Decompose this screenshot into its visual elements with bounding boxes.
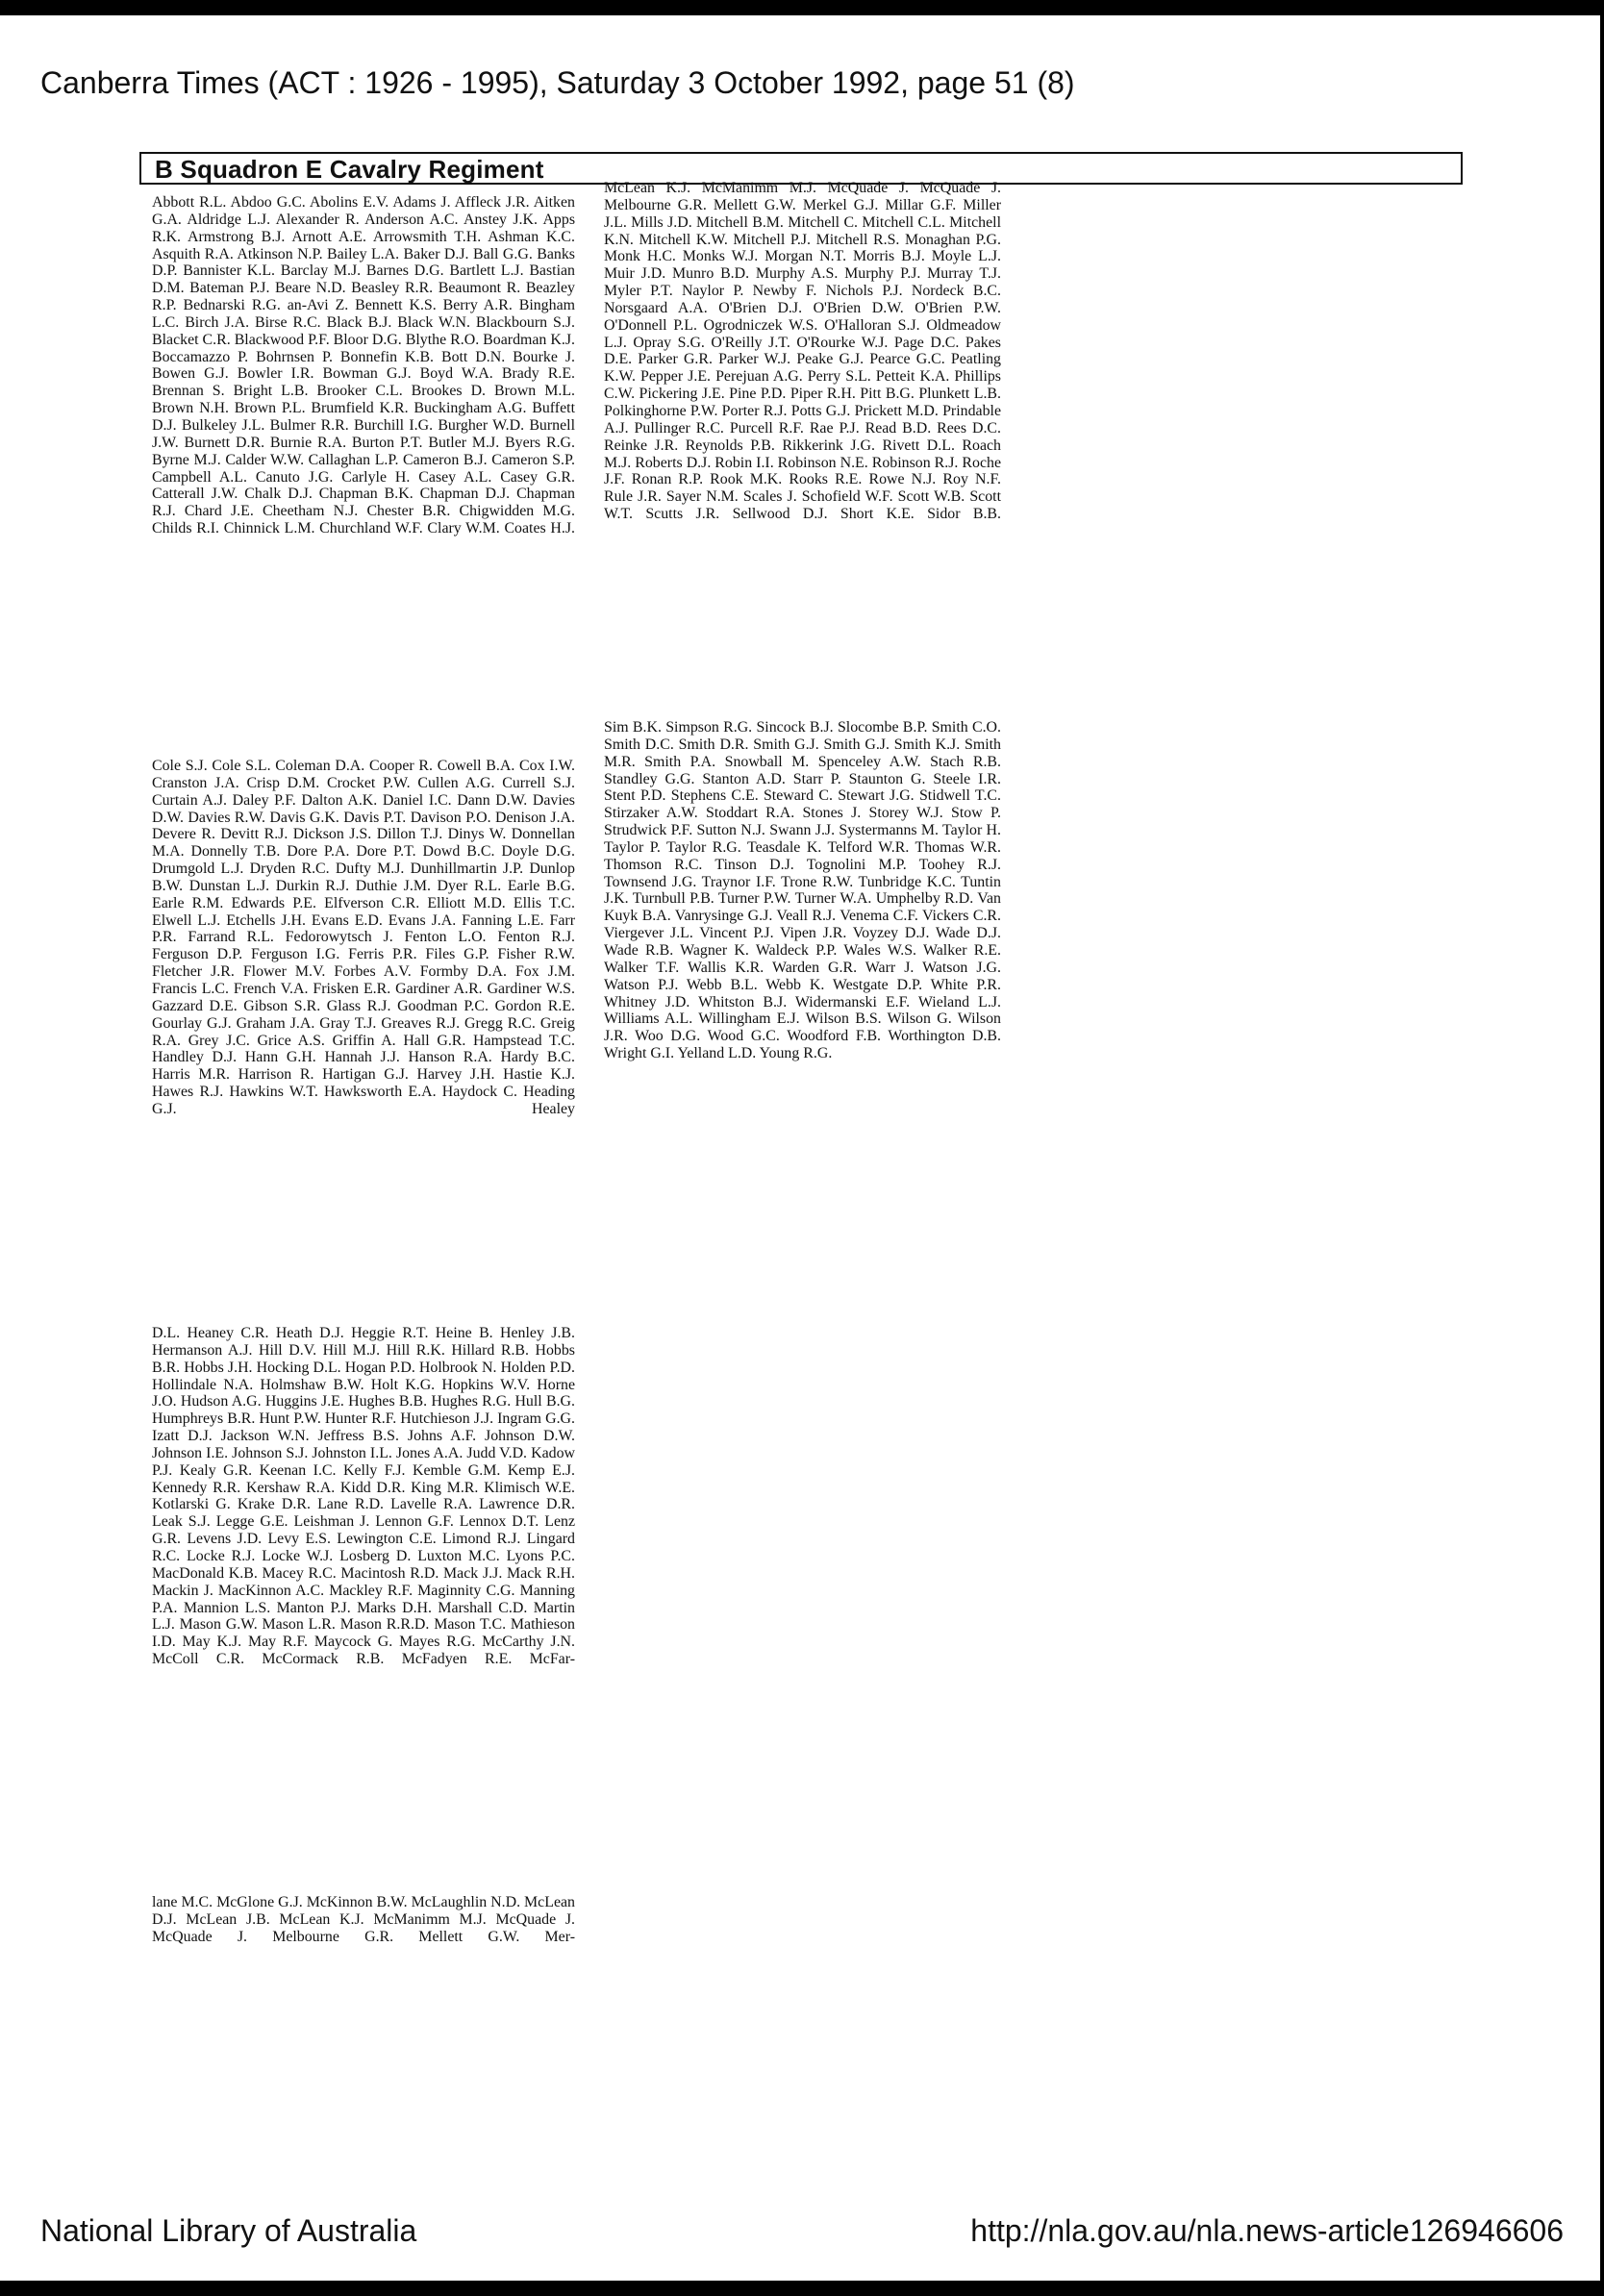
footer-url: http://nla.gov.au/nla.news-article126946606 [970,2213,1564,2248]
names-block-1 [152,194,575,537]
article-headline: B Squadron E Cavalry Regiment [155,155,544,184]
page-header: Canberra Times (ACT : 1926 - 1995), Saturday 3 October 1992, page 51 (8) [40,65,1075,100]
bottom-border [0,2281,1604,2296]
top-border [0,0,1604,15]
names-block-5 [604,180,1001,523]
footer-source: National Library of Australia [40,2213,417,2248]
names-paragraph: Abbott R.L. Abdoo G.C. Abolins E.V. Adams J. Affleck J.R. Aitken G.A. Aldridge L.J. Alexander R. Anderson A.C. Anstey J.K. Apps R.K. Armstrong B.J. Arnott A.E. Arrowsmith T.H. Ashman K.C. Asquith R.A. Atkinson N.P. Bailey L.A. Baker D.J. Ball G.G. Banks D.P. Bannister K.L. Barclay M.J. Barnes D.G. Bartlett L.J. Bastian D.M. Bateman P.J. Beare N.D. Beasley R.R. Beaumont R. Beazley R.P. Bednarski R.G. an-Avi Z. Bennett K.S. Berry A.R. Bingham L.C. Birch J.A. Birse R.C. Black B.J. Black W.N. Blackbourn S.J. Blacket C.R. Blackwood P.F. Bloor D.G. Blythe R.O. Boardman K.J. Boccamazzo P. Bohrnsen P. Bonnefin K.B. Bott D.N. Bourke J. Bowen G.J. Bowler I.R. Bowman G.J. Boyd W.A. Brady R.E. Brennan S. Bright L.B. Brooker C.L. Brookes D. Brown M.L. Brown N.H. Brown P.L. Brumfield K.R. Buckingham A.G. Buffett D.J. Bulkeley J.L. Bulmer R.R. Burchill I.G. Burgher W.D. Burnell J.W. Burnett D.R. Burnie R.A. Burton P.T. Butler M.J. Byers R.G. Byrne M.J. Calder W.W. Callaghan L.P. Cameron B.J. Cameron S.P. Campbell A.L. Canuto J.G. Carlyle H. Casey A.L. Casey G.R. Catterall J.W. Chalk D.J. Chapman B.K. Chapman D.J. Chapman R.J. Chard J.E. Cheetham N.J. Chester B.R. Chigwidden M.G. Childs R.I. Chinnick L.M. Churchland W.F. Clary W.M. Coates H.J. [152,194,575,537]
names-paragraph: lane M.C. McGlone G.J. McKinnon B.W. McLaughlin N.D. McLean D.J. McLean J.B. McLean K.J. McManimm M.J. McQuade J. McQuade J. Melbourne G.R. Mellett G.W. Mer- [152,1894,575,1945]
names-paragraph: Sim B.K. Simpson R.G. Sincock B.J. Slocombe B.P. Smith C.O. Smith D.C. Smith D.R. Smith G.J. Smith G.J. Smith K.J. Smith M.R. Smith P.A. Snowball M. Spenceley A.W. Stach R.B. Standley G.G. Stanton A.D. Starr P. Staunton G. Steele I.R. Stent P.D. Stephens C.E. Steward C. Stewart J.G. Stidwell T.C. Stirzaker A.W. Stoddart R.A. Stones J. Storey W.J. Stow P. Strudwick P.F. Sutton N.J. Swann J.J. Systermanns M. Taylor H. Taylor P. Taylor R.G. Teasdale K. Telford W.R. Thomas W.R. Thomson R.C. Tinson D.J. Tognolini M.P. Toohey R.J. Townsend J.G. Traynor I.F. Trone R.W. Tunbridge K.C. Tuntin J.K. Turnbull P.B. Turner P.W. Turner W.A. Umphelby R.D. Van Kuyk B.A. Vanrysinge G.J. Veall R.J. Venema C.F. Vickers C.R. Viergever J.L. Vincent P.J. Vipen J.R. Voyzey D.J. Wade D.J. Wade R.B. Wagner K. Waldeck P.P. Wales W.S. Walker R.E. Walker T.F. Wallis K.R. Warden G.R. Warr J. Watson J.G. Watson P.J. Webb B.L. Webb K. Westgate D.P. White P.R. Whitney J.D. Whitston B.J. Widermanski E.F. Wieland L.J. Williams A.L. Willingham E.J. Wilson B.S. Wilson G. Wilson J.R. Woo D.G. Wood G.C. Woodford F.B. Worthington D.B. Wright G.I. Yelland L.D. Young R.G. [604,719,1001,1062]
names-block-2 [152,758,575,1118]
names-block-6 [604,719,1001,1062]
names-block-4 [152,1894,575,1946]
names-paragraph: Cole S.J. Cole S.L. Coleman D.A. Cooper R. Cowell B.A. Cox I.W. Cranston J.A. Crisp D.M. Crocket P.W. Cullen A.G. Currell S.J. Curtain A.J. Daley P.F. Dalton A.K. Daniel I.C. Dann D.W. Davies D.W. Davies R.W. Davis G.K. Davis P.T. Davison P.O. Denison J.A. Devere R. Devitt R.J. Dickson J.S. Dillon T.J. Dinys W. Donnellan M.A. Donnelly T.B. Dore P.A. Dore P.T. Dowd B.C. Doyle D.G. Drumgold L.J. Dryden R.C. Dufty M.J. Dunhillmartin J.P. Dunlop B.W. Dunstan L.J. Durkin R.J. Duthie J.M. Dyer R.L. Earle B.G. Earle R.M. Edwards P.E. Elfverson C.R. Elliott M.D. Ellis T.C. Elwell L.J. Etchells J.H. Evans E.D. Evans J.A. Fanning L.E. Farr P.R. Farrand R.L. Fedorowytsch J. Fenton L.O. Fenton R.J. Ferguson D.P. Ferguson I.G. Ferris P.R. Files G.P. Fisher R.W. Fletcher J.R. Flower M.V. Forbes A.V. Formby D.A. Fox J.M. Francis L.C. French V.A. Frisken E.R. Gardiner A.R. Gardiner W.S. Gazzard D.E. Gibson S.R. Glass R.J. Goodman P.C. Gordon R.E. Gourlay G.J. Graham J.A. Gray T.J. Greaves R.J. Gregg R.C. Greig R.A. Grey J.C. Grice A.S. Griffin A. Hall G.R. Hampstead T.C. Handley D.J. Hann G.H. Hannah J.J. Hanson R.A. Hardy B.C. Harris M.R. Harrison R. Hartigan G.J. Harvey J.H. Hastie K.J. Hawes R.J. Hawkins W.T. Hawksworth E.A. Haydock C. Heading G.J. Healey [152,758,575,1117]
names-paragraph: D.L. Heaney C.R. Heath D.J. Heggie R.T. Heine B. Henley J.B. Hermanson A.J. Hill D.V. Hill M.J. Hill R.K. Hillard R.B. Hobbs B.R. Hobbs J.H. Hocking D.L. Hogan P.D. Holbrook N. Holden P.D. Hollindale N.A. Holmshaw B.W. Holt K.G. Hopkins W.V. Horne J.O. Hudson A.G. Huggins J.E. Hughes B.B. Hughes R.G. Hull B.G. Humphreys B.R. Hunt P.W. Hunter R.F. Hutchieson J.J. Ingram G.G. Izatt D.J. Jackson W.N. Jeffress B.S. Johns A.F. Johnson D.W. Johnson I.E. Johnson S.J. Johnston I.L. Jones A.A. Judd V.D. Kadow P.J. Kealy G.R. Keenan I.C. Kelly F.J. Kemble G.M. Kemp E.J. Kennedy R.R. Kershaw R.A. Kidd D.R. King M.R. Klimisch W.E. Kotlarski G. Krake D.R. Lane R.D. Lavelle R.A. Lawrence D.R. Leak S.J. Legge G.E. Leishman J. Lennon G.F. Lennox D.T. Lenz G.R. Levens J.D. Levy E.S. Lewington C.E. Limond R.J. Lingard R.C. Locke R.J. Locke W.J. Losberg D. Luxton M.C. Lyons P.C. MacDonald K.B. Macey R.C. Macintosh R.D. Mack J.J. Mack R.H. Mackin J. MacKinnon A.C. Mackley R.F. Maginnity C.G. Manning P.A. Mannion L.S. Manton P.J. Marks D.H. Marshall C.D. Martin L.J. Mason G.W. Mason L.R. Mason R.R.D. Mason T.C. Mathieson I.D. May K.J. May R.F. Maycock G. Mayes R.G. McCarthy J.N. McColl C.R. McCormack R.B. McFadyen R.E. McFar- [152,1325,575,1668]
names-paragraph: McLean K.J. McManimm M.J. McQuade J. McQuade J. Melbourne G.R. Mellett G.W. Merkel G.J. Millar G.F. Miller J.L. Mills J.D. Mitchell B.M. Mitchell C. Mitchell C.L. Mitchell K.N. Mitchell K.W. Mitchell P.J. Mitchell R.S. Monaghan P.G. Monk H.C. Monks W.J. Morgan N.T. Morris B.J. Moyle L.J. Muir J.D. Munro B.D. Murphy A.S. Murphy P.J. Murray T.J. Myler P.T. Naylor P. Newby F. Nichols P.J. Nordeck B.C. Norsgaard A.A. O'Brien D.J. O'Brien D.W. O'Brien P.W. O'Donnell P.L. Ogrodniczek W.S. O'Halloran S.J. Oldmeadow L.J. Opray S.G. O'Reilly J.T. O'Rourke W.J. Page D.C. Pakes D.E. Parker G.R. Parker W.J. Peake G.J. Pearce G.C. Peatling K.W. Pepper J.E. Perejuan A.G. Perry S.L. Petteit K.A. Phillips C.W. Pickering J.E. Pine P.D. Piper R.H. Pitt B.G. Plunkett L.B. Polkinghorne P.W. Porter R.J. Potts G.J. Prickett M.D. Prindable A.J. Pullinger R.C. Purcell R.F. Rae P.J. Read B.D. Rees D.C. Reinke J.R. Reynolds P.B. Rikkerink J.G. Rivett D.L. Roach M.J. Roberts D.J. Robin I.I. Robinson N.E. Robinson R.J. Roche J.F. Ronan R.P. Rook M.K. Rooks R.E. Rowe N.J. Roy N.F. Rule J.R. Sayer N.M. Scales J. Schofield W.F. Scott W.B. Scott W.T. Scutts J.R. Sellwood D.J. Short K.E. Sidor B.B. [604,180,1001,523]
right-border [1600,0,1604,2296]
names-block-3 [152,1325,575,1668]
